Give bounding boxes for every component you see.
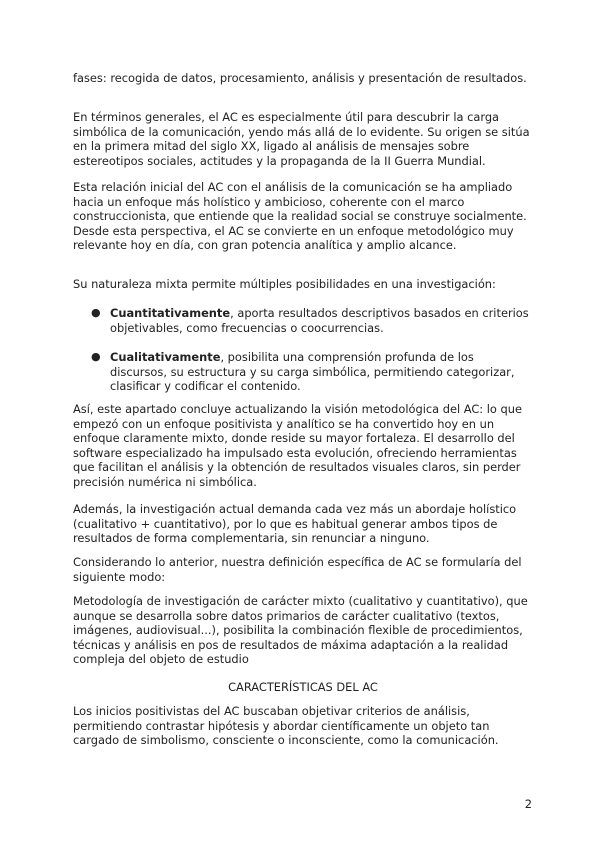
list-item-term: Cualitativamente — [110, 350, 221, 364]
section-heading: CARACTERÍSTICAS DEL AC — [228, 680, 378, 694]
paragraph-inicios-positivistas: Los inicios positivistas del AC buscaban objetivar criterios de análisis, permitiendo contrastar hipótesis y abordar científicamente un objeto tan cargado de simbolismo, consciente o inconsciente, como la comunicación. — [73, 704, 499, 748]
bullet-dot-icon: ● — [91, 350, 101, 363]
paragraph-conclusion: Así, este apartado concluye actualizando la visión metodológica del AC: lo que empezó con un enfoque positivista y analítico se ha convertido hoy en un enfoque claramente mixto, donde reside su mayor fortaleza. El desarrollo del software especializado ha impulsado esta evolución, ofreciendo herramientas que facilitan el análisis y la obtención de resultados visuales claros, sin perder precisión numérica ni simbólica. — [73, 402, 522, 489]
paragraph-relacion-inicial: Esta relación inicial del AC con el análisis de la comunicación se ha ampliado hacia un enfoque más holístico y ambicioso, coherente con el marco construccionista, que entiende que la realidad social se construye socialmente. Desde esta perspectiva, el AC se convierte en un enfoque metodológico muy relevante hoy en día, con gran potencia analítica y amplio alcance. — [73, 180, 527, 253]
list-item-text: , posibilita una comprensión profunda de los discursos, su estructura y su carga simbólica, permitiendo categorizar, clasificar y codificar el contenido. — [110, 350, 515, 394]
list-item-text: , aporta resultados descriptivos basados en criterios objetivables, como frecuencias o coocurrencias. — [110, 306, 529, 335]
page-number: 2 — [524, 797, 532, 811]
list-item-cualitativamente — [110, 350, 530, 394]
paragraph-terminos-generales: En términos generales, el AC es especialmente útil para descubrir la carga simbólica de la comunicación, yendo más allá de lo evidente. Su origen se sitúa en la primera mitad del siglo XX, ligado al análisis de mensajes sobre estereotipos sociales, actitudes y la propaganda de la II Guerra Mundial. — [73, 110, 530, 168]
paragraph-fases: fases: recogida de datos, procesamiento, análisis y presentación de resultados. — [73, 71, 527, 85]
paragraph-definicion: Metodología de investigación de carácter mixto (cualitativo y cuantitativo), que aunque se desarrolla sobre datos primarios de carácter cualitativo (textos, imágenes, audiovisual...), posibilita la combinación flexible de procedimientos, técnicas y análisis en pos de resultados de máxima adaptación a la realidad compleja del objeto de estudio — [73, 594, 528, 667]
paragraph-investigacion-actual: Además, la investigación actual demanda cada vez más un abordaje holístico (cualitativo + cuantitativo), por lo que es habitual generar ambos tipos de resultados de forma complementaria, sin renunciar a ninguno. — [73, 502, 517, 546]
bullet-dot-icon: ● — [91, 306, 101, 319]
list-item-term: Cuantitativamente — [110, 306, 231, 320]
paragraph-naturaleza-mixta: Su naturaleza mixta permite múltiples posibilidades en una investigación: — [73, 277, 496, 291]
paragraph-definicion-intro: Considerando lo anterior, nuestra definición específica de AC se formularía del siguiente modo: — [73, 555, 522, 584]
list-item-cuantitativamente — [110, 306, 530, 335]
